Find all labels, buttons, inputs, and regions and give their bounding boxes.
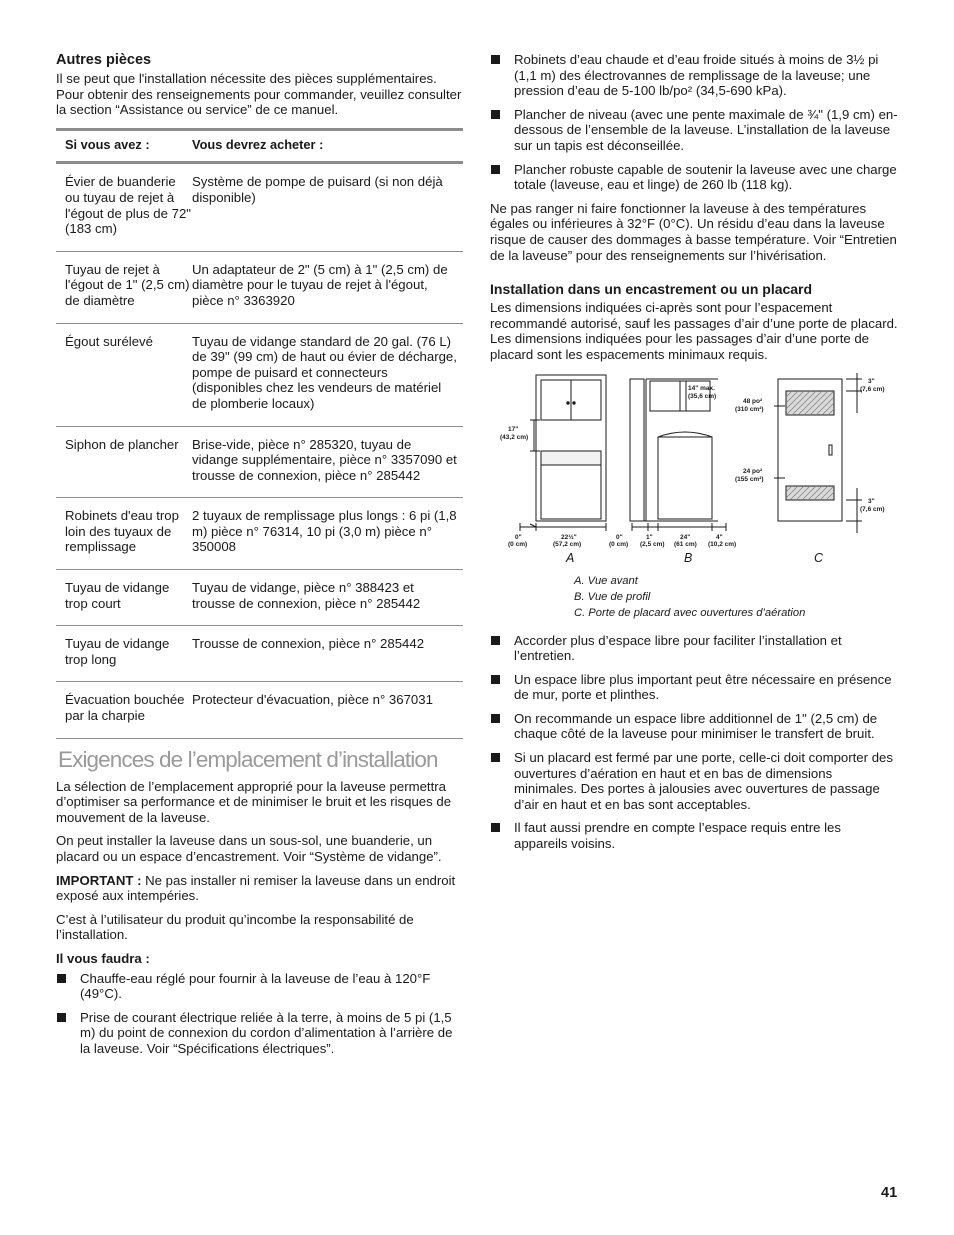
- square-bullet-icon: [491, 55, 500, 64]
- dim-0a-cm: (0 cm): [508, 540, 528, 548]
- square-bullet-icon: [491, 823, 500, 832]
- list-item: Plancher de niveau (avec une pente maximale de ¾" (1,9 cm) en-dessous de l’ensemble de la laveuse. L’installation de la laveuse sur un tapis est déconseillée.: [490, 107, 898, 154]
- dim-22: 22½": [561, 533, 577, 541]
- autres-pieces-heading: Autres pièces: [56, 52, 152, 68]
- encastre-text: Les dimensions indiquées ci-après sont pour l’espacement recommandé autorisé, sauf les passages d’air d’une porte de placard. Les dimensions indiquées pour les passages d’air d’une porte de placard sont les espacements minimaux requis.: [490, 300, 898, 362]
- clearance-diagram: [490, 373, 898, 551]
- dim-4: 4": [716, 533, 723, 541]
- dim-17-cm: (43,2 cm): [500, 433, 529, 441]
- list-item: On recommande un espace libre additionnel de 1" (2,5 cm) de chaque côté de la laveuse pour minimiser le transfert de bruit.: [490, 711, 898, 742]
- header-have: Si vous avez :: [65, 136, 150, 152]
- need-heading: Il vous faudra :: [56, 950, 150, 966]
- dim-24: 24": [680, 533, 691, 541]
- caption-a: A. Vue avant: [574, 574, 638, 587]
- paragraph-location: On peut installer la laveuse dans un sous-sol, une buanderie, un placard ou un espace d’encastrement. Voir “Système de vidange”.: [56, 833, 442, 864]
- installation-figure: [490, 373, 898, 621]
- square-bullet-icon: [57, 1013, 66, 1022]
- section-title: Exigences de l’emplacement d’installation: [58, 746, 438, 772]
- cell-have: Tuyau de vidange trop court: [65, 580, 170, 611]
- header-buy: Vous devrez acheter :: [192, 136, 324, 152]
- cell-buy: Un adaptateur de 2" (5 cm) à 1" (2,5 cm) de diamètre pour le tuyau de rejet à l'égout, pièce n° 3363920: [192, 261, 448, 308]
- side-view: [630, 379, 726, 531]
- dim-24po-cm: (155 cm²): [735, 475, 764, 483]
- clearance-list: [490, 633, 898, 852]
- square-bullet-icon: [491, 110, 500, 119]
- figure-letter-b: B: [684, 550, 693, 565]
- dim-4-cm: (10,2 cm): [708, 540, 737, 548]
- square-bullet-icon: [491, 714, 500, 723]
- cell-have: Siphon de plancher: [65, 436, 179, 452]
- requirements-list: [490, 52, 898, 193]
- table-row: [56, 626, 463, 682]
- right-column: [490, 52, 898, 860]
- dim-3-top-cm: (7,6 cm): [860, 385, 885, 393]
- table-row: [56, 427, 463, 499]
- square-bullet-icon: [491, 753, 500, 762]
- page-number: 41: [881, 1185, 898, 1201]
- encastre-heading: Installation dans un encastrement ou un placard: [490, 281, 813, 298]
- table-row: [56, 498, 463, 570]
- list-item: Robinets d’eau chaude et d’eau froide situés à moins de 3½ pi (1,1 m) des électrovannes de remplissage de la laveuse; une pression d’eau de 5-100 lb/po² (34,5-690 kPa).: [490, 52, 898, 99]
- table-row: [56, 682, 463, 738]
- table-row: [56, 252, 463, 324]
- dim-48: 48 po²: [743, 397, 763, 405]
- important-label: IMPORTANT :: [56, 872, 142, 888]
- dim-48-cm: (310 cm²): [735, 405, 764, 413]
- square-bullet-icon: [491, 675, 500, 684]
- figure-letter-c: C: [814, 550, 824, 565]
- caption-b: B. Vue de profil: [574, 590, 651, 603]
- square-bullet-icon: [57, 974, 66, 983]
- table-row: [56, 164, 463, 251]
- dim-3-bottom-cm: (7,6 cm): [860, 505, 885, 513]
- table-row: [56, 324, 463, 427]
- figure-captions: [574, 573, 898, 621]
- autres-pieces-intro: Il se peut que l'installation nécessite des pièces supplémentaires. Pour obtenir des renseignements pour commander, veuillez consulter la section “Assistance ou service” de ce manuel.: [56, 71, 462, 118]
- dim-0b: 0": [616, 533, 623, 541]
- paragraph-cold: Ne pas ranger ni faire fonctionner la laveuse à des températures égales ou inférieures à 32°F (0°C). Un résidu d’eau dans la laveuse risque de causer des dommages à basse température. Voir “Entretien de la laveuse” pour des renseignements sur l’hivérisation.: [490, 200, 897, 263]
- square-bullet-icon: [491, 636, 500, 645]
- dim-22-cm: (57,2 cm): [553, 540, 582, 548]
- need-list: [56, 971, 463, 1057]
- cell-have: Tuyau de vidange trop long: [65, 636, 170, 667]
- cell-buy: 2 tuyaux de remplissage plus longs : 6 pi (1,8 m) pièce n° 76314, 10 pi (3,0 m) pièce n° 350008: [192, 508, 457, 555]
- cell-have: Évacuation bouchée par la charpie: [65, 692, 185, 724]
- dim-14-cm: (35,6 cm): [688, 392, 717, 400]
- closet-door-view: [774, 373, 862, 533]
- cell-have: Tuyau de rejet à l'égout de 1" (2,5 cm) de diamètre: [65, 261, 190, 308]
- figure-letters: [490, 551, 898, 569]
- paragraph-important: [56, 873, 463, 904]
- left-column: [56, 52, 463, 1065]
- dim-0b-cm: (0 cm): [609, 540, 629, 548]
- list-item: Accorder plus d’espace libre pour faciliter l’installation et l’entretien.: [490, 633, 898, 664]
- list-item: Un espace libre plus important peut être nécessaire en présence de mur, porte et plinthes.: [490, 672, 898, 703]
- dim-1-cm: (2,5 cm): [640, 540, 665, 548]
- cell-have: Évier de buanderie ou tuyau de rejet à l'égout de plus de 72" (183 cm): [65, 174, 191, 237]
- cell-buy: Système de pompe de puisard (si non déjà disponible): [192, 174, 443, 205]
- table-header: [56, 131, 463, 165]
- figure-letter-a: A: [566, 550, 575, 565]
- parts-table: [56, 128, 463, 739]
- important-text: Ne pas installer ni remiser la laveuse dans un endroit exposé aux intempéries.: [56, 872, 456, 904]
- paragraph-selection: La sélection de l’emplacement approprié pour la laveuse permettra d’optimiser sa performance et de minimiser le bruit et les risques de mouvement de la laveuse.: [56, 778, 452, 825]
- front-view: [520, 375, 606, 531]
- dim-0a: 0": [515, 533, 522, 541]
- dim-24-cm: (61 cm): [674, 540, 697, 548]
- cell-have: Robinets d'eau trop loin des tuyaux de remplissage: [65, 508, 179, 555]
- list-item: Chauffe-eau réglé pour fournir à la laveuse de l’eau à 120°F (49°C).: [56, 971, 463, 1002]
- dim-17: 17": [508, 425, 519, 433]
- dim-3-bottom: 3": [868, 497, 875, 505]
- dim-1: 1": [646, 533, 653, 541]
- list-item: Si un placard est fermé par une porte, celle-ci doit comporter des ouvertures d’aération en haut et en bas de dimensions minimales. Des portes à jalousies avec ouvertures de passage d’air en haut et en bas sont acceptables.: [490, 750, 898, 812]
- paragraph-responsibility: C’est à l’utilisateur du produit qu’incombe la responsabilité de l’installation.: [56, 911, 414, 943]
- cell-buy: Brise-vide, pièce n° 285320, tuyau de vidange supplémentaire, pièce n° 3357090 et trousse de connexion, pièce n° 285442: [192, 436, 457, 483]
- cell-buy: Trousse de connexion, pièce n° 285442: [192, 636, 425, 652]
- dim-3-top: 3": [868, 377, 875, 385]
- dim-24po: 24 po²: [743, 467, 763, 475]
- list-item: Plancher robuste capable de soutenir la laveuse avec une charge totale (laveuse, eau et linge) de 260 lb (118 kg).: [490, 162, 898, 193]
- list-item: Il faut aussi prendre en compte l’espace requis entre les appareils voisins.: [490, 820, 898, 851]
- caption-c: C. Porte de placard avec ouvertures d’aération: [574, 606, 806, 619]
- cell-buy: Tuyau de vidange, pièce n° 388423 et trousse de connexion, pièce n° 285442: [192, 580, 421, 611]
- dim-14: 14" max.: [688, 384, 715, 392]
- cell-buy: Tuyau de vidange standard de 20 gal. (76 L) de 39" (99 cm) de haut ou évier de décharge, pompe de puisard et connecteurs (disponibles chez les vendeurs de matériel de plomberie locaux): [192, 333, 457, 411]
- cell-have: Égout surélevé: [65, 333, 153, 349]
- table-row: [56, 570, 463, 626]
- cell-buy: Protecteur d'évacuation, pièce n° 367031: [192, 692, 433, 708]
- square-bullet-icon: [491, 165, 500, 174]
- list-item: Prise de courant électrique reliée à la terre, à moins de 5 pi (1,5 m) du point de connexion du cordon d’alimentation à l’arrière de la laveuse. Voir “Spécifications électriques”.: [56, 1010, 463, 1057]
